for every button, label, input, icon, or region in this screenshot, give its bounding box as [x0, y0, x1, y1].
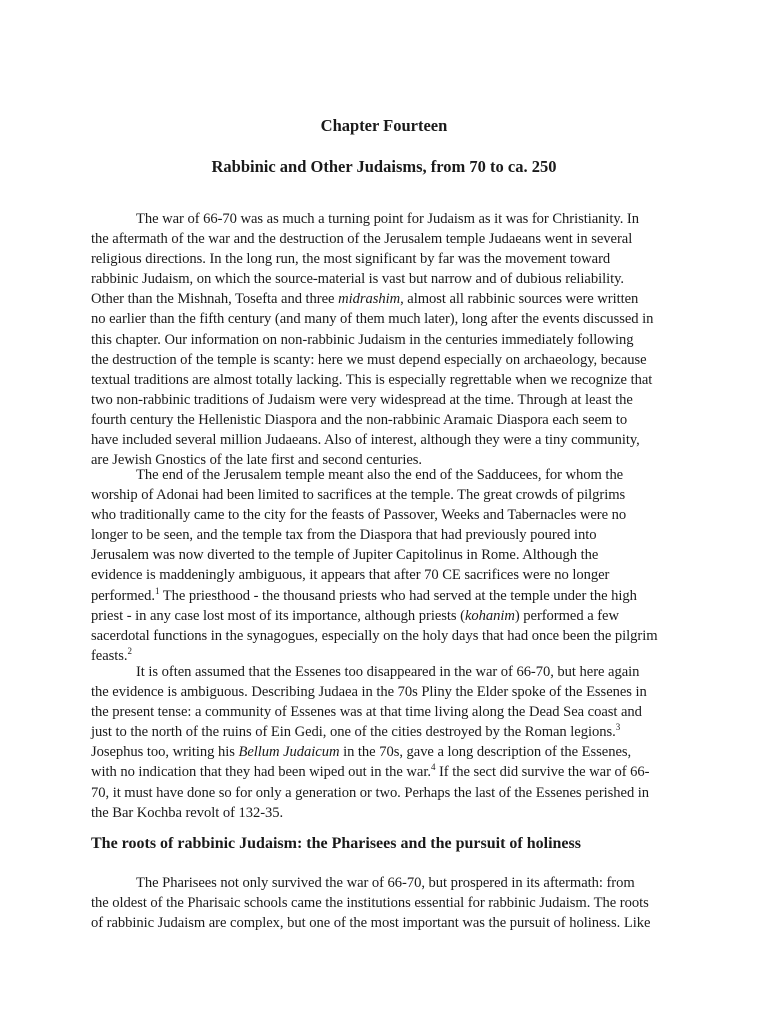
- text-line: fourth century the Hellenistic Diaspora and the non-rabbinic Aramaic Diaspora each seem to: [91, 411, 628, 428]
- footnote-marker[interactable]: 4: [430, 762, 436, 773]
- italic-term: Bellum Judaicum: [238, 744, 340, 761]
- paragraph-pharisees: [91, 873, 683, 933]
- text-line: the present tense: a community of Essenes was at that time living along the Dead Sea coast and: [91, 704, 642, 721]
- text-line: the evidence is ambiguous. Describing Judaea in the 70s Pliny the Elder spoke of the Essenes in: [91, 684, 647, 701]
- text-run: in the 70s, gave a long description of the Essenes,: [339, 744, 632, 761]
- text-line: longer to be seen, and the temple tax from the Diaspora that had previously poured into: [91, 527, 597, 544]
- text-line: the oldest of the Pharisaic schools came the institutions essential for rabbinic Judaism. The roots: [91, 895, 649, 912]
- text-line: 70, it must have done so for only a generation or two. Perhaps the last of the Essenes perished in: [91, 784, 650, 801]
- italic-term: midrashim: [338, 291, 401, 308]
- text-line: have included several million Judaeans. Also of interest, although they were a tiny community,: [91, 432, 640, 449]
- text-line: are Jewish Gnostics of the late first and second centuries.: [91, 452, 422, 469]
- text-line: [91, 762, 683, 782]
- text-run: with no indication that they had been wiped out in the war.: [91, 764, 431, 781]
- section-heading: The roots of rabbinic Judaism: the Pharisees and the pursuit of holiness: [91, 835, 581, 852]
- text-run: , almost all rabbinic sources were written: [400, 291, 639, 308]
- text-line: The end of the Jerusalem temple meant also the end of the Sadducees, for whom the: [136, 467, 624, 483]
- text-line: worship of Adonai had been limited to sacrifices at the temple. The great crowds of pilgrims: [91, 487, 626, 504]
- text-line: textual traditions are almost totally lacking. This is especially regrettable when we recognize that: [91, 371, 653, 388]
- text-run: Other than the Mishnah, Tosefta and three: [91, 291, 339, 308]
- text-run: Josephus too, writing his: [91, 744, 239, 761]
- text-run: feasts.: [91, 647, 128, 664]
- text-line: sacerdotal functions in the synagogues, especially on the holy days that had once been the pilgrim: [91, 627, 658, 644]
- paragraph-essenes: [91, 662, 683, 823]
- text-line: two non-rabbinic traditions of Judaism were very widespread at the time. Through at least the: [91, 391, 633, 408]
- footnote-marker[interactable]: 2: [127, 645, 132, 656]
- text-line: the aftermath of the war and the destruction of the Jerusalem temple Judaeans went in several: [91, 231, 633, 248]
- text-line: It is often assumed that the Essenes too disappeared in the war of 66-70, but here again: [136, 664, 640, 680]
- text-line: [91, 722, 683, 742]
- text-line: [91, 586, 683, 606]
- italic-term: kohanim: [464, 607, 515, 624]
- text-line: who traditionally came to the city for the feasts of Passover, Weeks and Tabernacles were no: [91, 507, 627, 524]
- text-run: performed.: [91, 587, 155, 604]
- text-run: just to the north of the ruins of Ein Gedi, one of the cities destroyed by the Roman legions.: [91, 724, 616, 741]
- text-run: priest - in any case lost most of its importance, although priests (: [91, 607, 465, 624]
- text-line: of rabbinic Judaism are complex, but one of the most important was the pursuit of holiness. Like: [91, 915, 651, 932]
- text-line: The war of 66-70 was as much a turning point for Judaism as it was for Christianity. In: [136, 211, 639, 227]
- text-line: The Pharisees not only survived the war of 66-70, but prospered in its aftermath: from: [136, 875, 635, 891]
- text-run: ) performed a few: [514, 607, 619, 624]
- text-line: rabbinic Judaism, on which the source-material is vast but narrow and of dubious reliability.: [91, 271, 625, 288]
- text-line: the destruction of the temple is scanty: here we must depend especially on archaeology, because: [91, 351, 647, 368]
- text-line: [91, 289, 683, 309]
- text-line: religious directions. In the long run, the most significant by far was the movement toward: [91, 251, 611, 268]
- text-run: If the sect did survive the war of 66-: [435, 764, 650, 781]
- text-line: [91, 606, 683, 626]
- text-line: the Bar Kochba revolt of 132-35.: [91, 804, 284, 821]
- footnote-marker[interactable]: 1: [154, 585, 160, 596]
- paragraph-war-turning-point: [91, 209, 683, 470]
- chapter-title: Chapter Fourteen: [320, 116, 448, 135]
- text-line: Jerusalem was now diverted to the temple of Jupiter Capitolinus in Rome. Although the: [91, 547, 599, 564]
- text-line: evidence is maddeningly ambiguous, it appears that after 70 CE sacrifices were no longer: [91, 567, 610, 584]
- text-line: [91, 742, 683, 762]
- text-run: The priesthood - the thousand priests who had served at the temple under the high: [159, 587, 637, 604]
- text-line: this chapter. Our information on non-rabbinic Judaism in the centuries immediately following: [91, 331, 634, 348]
- paragraph-sadducees: [91, 465, 683, 666]
- chapter-subtitle: Rabbinic and Other Judaisms, from 70 to ca. 250: [211, 157, 557, 176]
- footnote-marker[interactable]: 3: [615, 722, 621, 733]
- text-line: no earlier than the fifth century (and many of them much later), long after the events discussed in: [91, 311, 654, 328]
